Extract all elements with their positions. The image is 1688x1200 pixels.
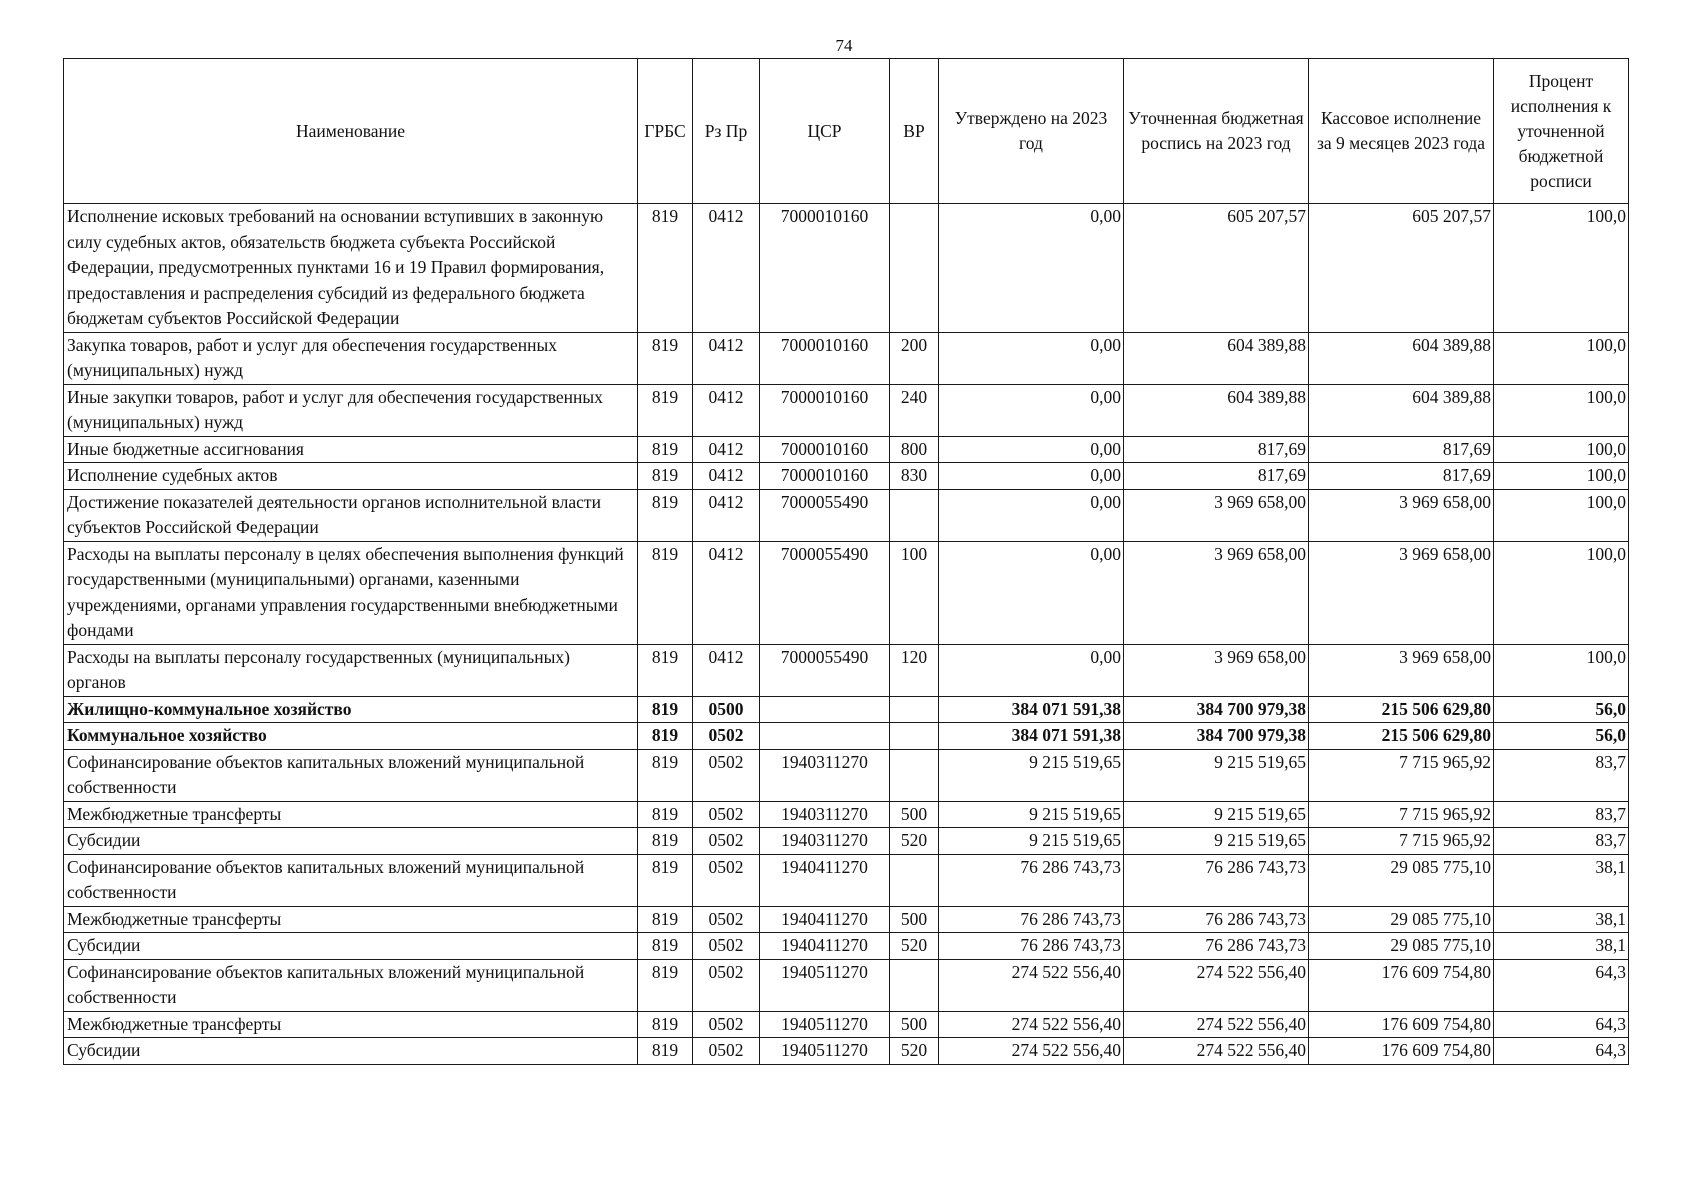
cell-rzpr: 0502 <box>693 749 760 801</box>
header-approved: Утверждено на 2023 год <box>939 59 1124 204</box>
cell-grbs: 819 <box>638 332 693 384</box>
cell-rzpr: 0412 <box>693 489 760 541</box>
header-refined: Уточненная бюджетная роспись на 2023 год <box>1124 59 1309 204</box>
cell-csr: 7000010160 <box>760 436 890 463</box>
cell-csr: 1940311270 <box>760 749 890 801</box>
cell-grbs: 819 <box>638 1011 693 1038</box>
cell-approved: 9 215 519,65 <box>939 749 1124 801</box>
table-row <box>64 828 1629 855</box>
table-row <box>64 489 1629 541</box>
table-row <box>64 463 1629 490</box>
table-row <box>64 959 1629 1011</box>
cell-percent: 38,1 <box>1494 854 1629 906</box>
cell-csr: 1940311270 <box>760 828 890 855</box>
cell-rzpr: 0502 <box>693 854 760 906</box>
cell-vr: 520 <box>890 933 939 960</box>
cell-vr: 100 <box>890 541 939 644</box>
table-header <box>64 59 1629 204</box>
cell-cash: 29 085 775,10 <box>1309 933 1494 960</box>
cell-cash: 7 715 965,92 <box>1309 749 1494 801</box>
cell-rzpr: 0412 <box>693 436 760 463</box>
cell-vr: 500 <box>890 801 939 828</box>
cell-name: Иные закупки товаров, работ и услуг для обеспечения государственных (муниципальных) нужд <box>64 384 638 436</box>
cell-grbs: 819 <box>638 463 693 490</box>
table-row <box>64 644 1629 696</box>
cell-percent: 100,0 <box>1494 384 1629 436</box>
cell-grbs: 819 <box>638 1038 693 1065</box>
cell-rzpr: 0502 <box>693 1011 760 1038</box>
cell-vr: 830 <box>890 463 939 490</box>
cell-approved: 384 071 591,38 <box>939 723 1124 750</box>
cell-cash: 7 715 965,92 <box>1309 828 1494 855</box>
cell-grbs: 819 <box>638 384 693 436</box>
cell-csr: 7000010160 <box>760 384 890 436</box>
cell-csr: 7000010160 <box>760 204 890 333</box>
cell-csr: 1940511270 <box>760 959 890 1011</box>
cell-cash: 215 506 629,80 <box>1309 723 1494 750</box>
table-row <box>64 696 1629 723</box>
cell-cash: 176 609 754,80 <box>1309 959 1494 1011</box>
cell-rzpr: 0412 <box>693 204 760 333</box>
cell-refined: 604 389,88 <box>1124 332 1309 384</box>
cell-approved: 0,00 <box>939 644 1124 696</box>
cell-vr: 800 <box>890 436 939 463</box>
cell-cash: 29 085 775,10 <box>1309 854 1494 906</box>
cell-cash: 7 715 965,92 <box>1309 801 1494 828</box>
header-vr: ВР <box>890 59 939 204</box>
cell-refined: 3 969 658,00 <box>1124 489 1309 541</box>
cell-grbs: 819 <box>638 541 693 644</box>
cell-csr <box>760 696 890 723</box>
cell-percent: 64,3 <box>1494 1011 1629 1038</box>
cell-approved: 0,00 <box>939 436 1124 463</box>
cell-csr: 7000010160 <box>760 463 890 490</box>
cell-approved: 0,00 <box>939 463 1124 490</box>
cell-percent: 56,0 <box>1494 696 1629 723</box>
table-row <box>64 436 1629 463</box>
cell-approved: 274 522 556,40 <box>939 959 1124 1011</box>
cell-csr: 7000055490 <box>760 541 890 644</box>
cell-cash: 29 085 775,10 <box>1309 906 1494 933</box>
cell-rzpr: 0502 <box>693 828 760 855</box>
cell-name: Софинансирование объектов капитальных вложений муниципальной собственности <box>64 959 638 1011</box>
cell-vr <box>890 959 939 1011</box>
cell-grbs: 819 <box>638 801 693 828</box>
budget-execution-table <box>63 58 1629 1065</box>
cell-vr: 500 <box>890 1011 939 1038</box>
cell-csr: 1940411270 <box>760 906 890 933</box>
cell-name: Расходы на выплаты персоналу в целях обеспечения выполнения функций государственными (муниципальными) органами, казенными учреждениями, органами управления государственными внебюджетными фондами <box>64 541 638 644</box>
cell-csr: 7000055490 <box>760 489 890 541</box>
cell-grbs: 819 <box>638 854 693 906</box>
cell-refined: 9 215 519,65 <box>1124 828 1309 855</box>
cell-vr: 500 <box>890 906 939 933</box>
cell-name: Достижение показателей деятельности органов исполнительной власти субъектов Российской Федерации <box>64 489 638 541</box>
cell-refined: 274 522 556,40 <box>1124 1011 1309 1038</box>
cell-grbs: 819 <box>638 204 693 333</box>
cell-percent: 100,0 <box>1494 332 1629 384</box>
cell-refined: 274 522 556,40 <box>1124 959 1309 1011</box>
table-row <box>64 541 1629 644</box>
cell-refined: 9 215 519,65 <box>1124 749 1309 801</box>
cell-percent: 100,0 <box>1494 489 1629 541</box>
cell-name: Межбюджетные трансферты <box>64 1011 638 1038</box>
cell-refined: 817,69 <box>1124 436 1309 463</box>
cell-vr: 520 <box>890 828 939 855</box>
cell-csr: 1940511270 <box>760 1011 890 1038</box>
cell-approved: 0,00 <box>939 332 1124 384</box>
table-row <box>64 384 1629 436</box>
cell-grbs: 819 <box>638 749 693 801</box>
table-row <box>64 854 1629 906</box>
cell-name: Субсидии <box>64 1038 638 1065</box>
cell-percent: 100,0 <box>1494 204 1629 333</box>
cell-cash: 3 969 658,00 <box>1309 489 1494 541</box>
cell-grbs: 819 <box>638 696 693 723</box>
cell-cash: 605 207,57 <box>1309 204 1494 333</box>
cell-grbs: 819 <box>638 489 693 541</box>
cell-rzpr: 0412 <box>693 384 760 436</box>
table-body <box>64 204 1629 1065</box>
cell-rzpr: 0502 <box>693 1038 760 1065</box>
cell-csr: 7000010160 <box>760 332 890 384</box>
cell-cash: 176 609 754,80 <box>1309 1038 1494 1065</box>
cell-name: Закупка товаров, работ и услуг для обеспечения государственных (муниципальных) нужд <box>64 332 638 384</box>
cell-csr: 1940411270 <box>760 854 890 906</box>
cell-grbs: 819 <box>638 644 693 696</box>
cell-csr: 1940511270 <box>760 1038 890 1065</box>
cell-grbs: 819 <box>638 959 693 1011</box>
cell-percent: 83,7 <box>1494 801 1629 828</box>
cell-approved: 0,00 <box>939 384 1124 436</box>
cell-rzpr: 0502 <box>693 723 760 750</box>
cell-approved: 384 071 591,38 <box>939 696 1124 723</box>
header-name: Наименование <box>64 59 638 204</box>
cell-percent: 100,0 <box>1494 644 1629 696</box>
cell-rzpr: 0412 <box>693 644 760 696</box>
cell-vr: 520 <box>890 1038 939 1065</box>
cell-name: Межбюджетные трансферты <box>64 906 638 933</box>
cell-refined: 605 207,57 <box>1124 204 1309 333</box>
cell-name: Исполнение судебных актов <box>64 463 638 490</box>
cell-cash: 3 969 658,00 <box>1309 541 1494 644</box>
table-row <box>64 332 1629 384</box>
header-grbs: ГРБС <box>638 59 693 204</box>
cell-name: Жилищно-коммунальное хозяйство <box>64 696 638 723</box>
cell-approved: 274 522 556,40 <box>939 1038 1124 1065</box>
cell-percent: 64,3 <box>1494 959 1629 1011</box>
cell-cash: 176 609 754,80 <box>1309 1011 1494 1038</box>
cell-grbs: 819 <box>638 906 693 933</box>
cell-grbs: 819 <box>638 723 693 750</box>
cell-csr: 1940411270 <box>760 933 890 960</box>
cell-cash: 817,69 <box>1309 463 1494 490</box>
cell-refined: 3 969 658,00 <box>1124 644 1309 696</box>
table-row <box>64 749 1629 801</box>
cell-refined: 604 389,88 <box>1124 384 1309 436</box>
cell-refined: 76 286 743,73 <box>1124 854 1309 906</box>
cell-refined: 384 700 979,38 <box>1124 696 1309 723</box>
cell-rzpr: 0502 <box>693 933 760 960</box>
cell-percent: 100,0 <box>1494 541 1629 644</box>
cell-approved: 76 286 743,73 <box>939 906 1124 933</box>
cell-rzpr: 0412 <box>693 332 760 384</box>
cell-rzpr: 0502 <box>693 801 760 828</box>
cell-name: Расходы на выплаты персоналу государственных (муниципальных) органов <box>64 644 638 696</box>
cell-name: Субсидии <box>64 828 638 855</box>
table-row <box>64 1011 1629 1038</box>
cell-vr <box>890 696 939 723</box>
cell-refined: 3 969 658,00 <box>1124 541 1309 644</box>
cell-refined: 817,69 <box>1124 463 1309 490</box>
table-row <box>64 204 1629 333</box>
cell-name: Софинансирование объектов капитальных вложений муниципальной собственности <box>64 749 638 801</box>
cell-approved: 76 286 743,73 <box>939 933 1124 960</box>
cell-refined: 76 286 743,73 <box>1124 906 1309 933</box>
cell-grbs: 819 <box>638 828 693 855</box>
cell-name: Коммунальное хозяйство <box>64 723 638 750</box>
table-row <box>64 1038 1629 1065</box>
cell-cash: 604 389,88 <box>1309 332 1494 384</box>
cell-rzpr: 0412 <box>693 541 760 644</box>
table-row <box>64 801 1629 828</box>
cell-approved: 9 215 519,65 <box>939 828 1124 855</box>
cell-csr: 7000055490 <box>760 644 890 696</box>
cell-approved: 0,00 <box>939 489 1124 541</box>
cell-percent: 100,0 <box>1494 463 1629 490</box>
cell-vr <box>890 489 939 541</box>
cell-rzpr: 0500 <box>693 696 760 723</box>
table-row <box>64 933 1629 960</box>
cell-percent: 83,7 <box>1494 749 1629 801</box>
page-number: 74 <box>835 36 853 55</box>
cell-cash: 817,69 <box>1309 436 1494 463</box>
cell-refined: 384 700 979,38 <box>1124 723 1309 750</box>
cell-rzpr: 0502 <box>693 906 760 933</box>
cell-approved: 274 522 556,40 <box>939 1011 1124 1038</box>
cell-approved: 76 286 743,73 <box>939 854 1124 906</box>
cell-vr <box>890 854 939 906</box>
table-row <box>64 906 1629 933</box>
table-row <box>64 723 1629 750</box>
cell-csr <box>760 723 890 750</box>
cell-vr <box>890 204 939 333</box>
cell-refined: 9 215 519,65 <box>1124 801 1309 828</box>
header-csr: ЦСР <box>760 59 890 204</box>
cell-vr: 240 <box>890 384 939 436</box>
cell-percent: 56,0 <box>1494 723 1629 750</box>
cell-vr: 120 <box>890 644 939 696</box>
header-percent: Процент исполнения к уточненной бюджетной росписи <box>1494 59 1629 204</box>
cell-csr: 1940311270 <box>760 801 890 828</box>
cell-name: Исполнение исковых требований на основании вступивших в законную силу судебных актов, обязательств бюджета субъекта Российской Федерации, предусмотренных пунктами 16 и 19 Правил формирования, предоставления и распределения субсидий из федерального бюджета бюджетам субъектов Российской Федерации <box>64 204 638 333</box>
cell-percent: 64,3 <box>1494 1038 1629 1065</box>
cell-grbs: 819 <box>638 436 693 463</box>
cell-rzpr: 0502 <box>693 959 760 1011</box>
cell-name: Субсидии <box>64 933 638 960</box>
cell-approved: 0,00 <box>939 541 1124 644</box>
cell-name: Иные бюджетные ассигнования <box>64 436 638 463</box>
cell-name: Межбюджетные трансферты <box>64 801 638 828</box>
cell-grbs: 819 <box>638 933 693 960</box>
header-rzpr: Рз Пр <box>693 59 760 204</box>
header-cash: Кассовое исполнение за 9 месяцев 2023 года <box>1309 59 1494 204</box>
header-row <box>64 59 1629 204</box>
cell-cash: 604 389,88 <box>1309 384 1494 436</box>
cell-percent: 38,1 <box>1494 906 1629 933</box>
cell-approved: 0,00 <box>939 204 1124 333</box>
cell-percent: 100,0 <box>1494 436 1629 463</box>
cell-vr: 200 <box>890 332 939 384</box>
cell-rzpr: 0412 <box>693 463 760 490</box>
cell-vr <box>890 723 939 750</box>
cell-percent: 83,7 <box>1494 828 1629 855</box>
cell-refined: 274 522 556,40 <box>1124 1038 1309 1065</box>
cell-cash: 3 969 658,00 <box>1309 644 1494 696</box>
cell-refined: 76 286 743,73 <box>1124 933 1309 960</box>
cell-name: Софинансирование объектов капитальных вложений муниципальной собственности <box>64 854 638 906</box>
cell-percent: 38,1 <box>1494 933 1629 960</box>
cell-cash: 215 506 629,80 <box>1309 696 1494 723</box>
cell-vr <box>890 749 939 801</box>
cell-approved: 9 215 519,65 <box>939 801 1124 828</box>
